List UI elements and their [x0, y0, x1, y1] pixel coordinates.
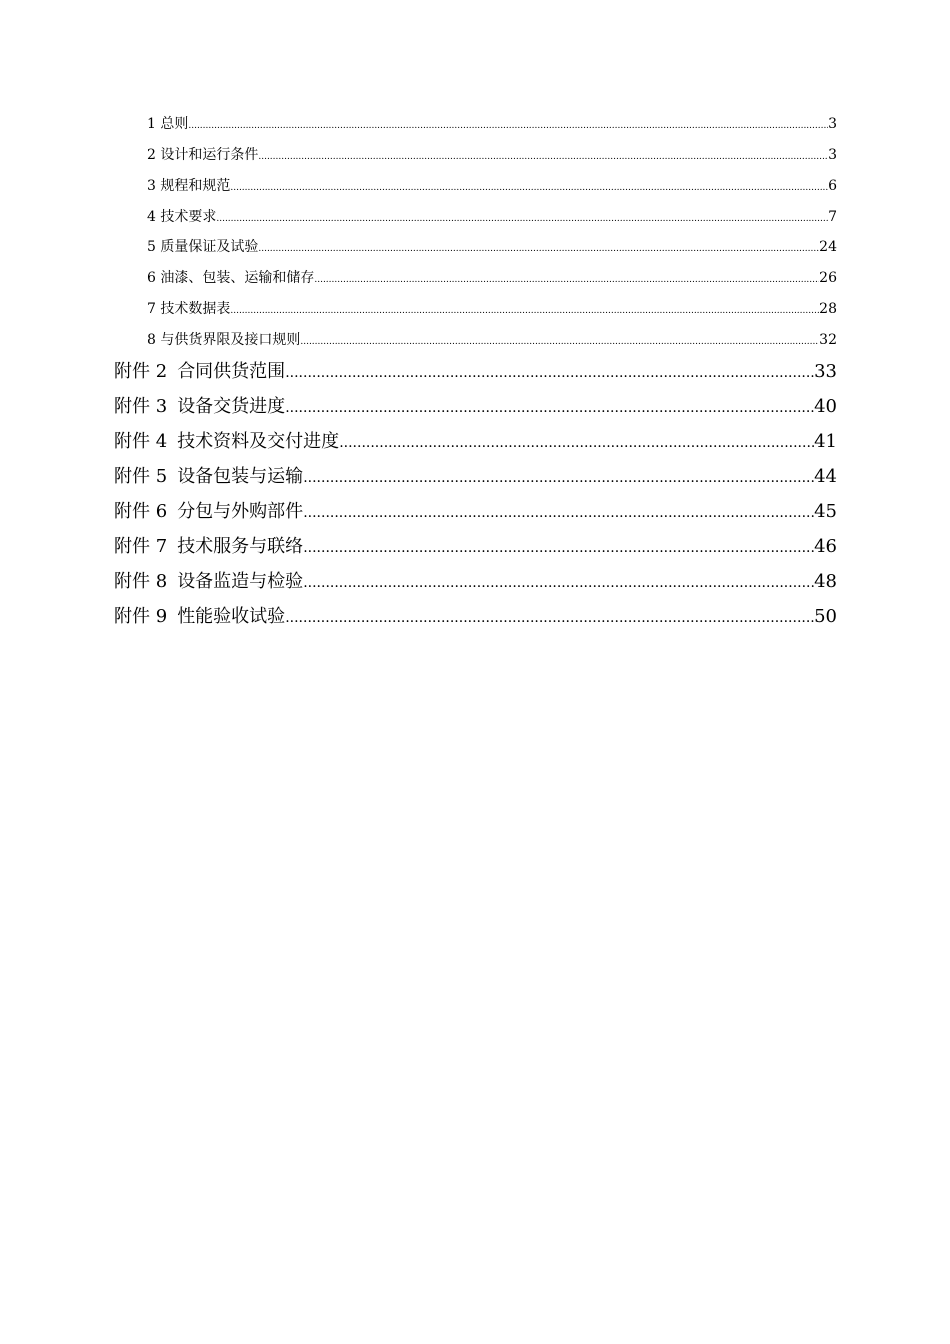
toc-appendix-number: 附件 4: [114, 431, 168, 452]
toc-page-number: 32: [819, 332, 837, 348]
toc-appendix-7[interactable]: [114, 534, 837, 560]
toc-page-number: 44: [814, 466, 837, 487]
toc-entry-label: 7 技术数据表: [147, 301, 231, 317]
toc-appendix-number: 附件 5: [114, 466, 168, 487]
toc-page-number: 3: [828, 116, 837, 132]
toc-dot-leader: [285, 605, 814, 630]
toc-dot-leader: [216, 209, 828, 227]
toc-appendix-number: 附件 2: [114, 361, 168, 382]
toc-entry-label: 6 油漆、包装、运输和储存: [147, 270, 315, 286]
toc-appendix-6[interactable]: [114, 499, 837, 525]
toc-entry-label: 8 与供货界限及接口规则: [147, 332, 301, 348]
toc-page-number: 26: [819, 270, 837, 286]
toc-entry-2[interactable]: [147, 145, 837, 165]
toc-page-number: 41: [814, 431, 837, 452]
toc-appendix-3[interactable]: [114, 394, 837, 420]
toc-page-number: 46: [814, 536, 837, 557]
toc-page-number: 50: [814, 606, 837, 627]
toc-page-number: 24: [819, 239, 837, 255]
toc-appendix-title: 设备包装与运输: [177, 466, 304, 487]
toc-appendix-2[interactable]: [114, 359, 837, 385]
toc-entry-4[interactable]: [147, 207, 837, 227]
toc-dot-leader: [303, 500, 814, 525]
toc-dot-leader: [285, 360, 814, 385]
toc-page-number: 6: [828, 178, 837, 194]
toc-dot-leader: [230, 301, 819, 319]
toc-dot-leader: [339, 430, 814, 455]
toc-page-number: 7: [828, 209, 837, 225]
toc-dot-leader: [314, 270, 819, 288]
toc-entry-label: 1 总则: [147, 116, 189, 132]
toc-page-number: 48: [814, 571, 837, 592]
toc-appendix-5[interactable]: [114, 464, 837, 490]
toc-entry-label: 2 设计和运行条件: [147, 147, 259, 163]
toc-dot-leader: [258, 239, 819, 257]
toc-dot-leader: [230, 178, 828, 196]
toc-appendix-number: 附件 3: [114, 396, 168, 417]
toc-appendix-title: 分包与外购部件: [177, 501, 304, 522]
toc-dot-leader: [303, 535, 814, 560]
toc-entry-1[interactable]: [147, 114, 837, 134]
toc-entry-5[interactable]: [147, 237, 837, 257]
toc-entry-label: 5 质量保证及试验: [147, 239, 259, 255]
toc-page-number: 33: [814, 361, 837, 382]
toc-dot-leader: [303, 570, 814, 595]
toc-dot-leader: [303, 465, 814, 490]
toc-dot-leader: [300, 332, 819, 350]
toc-appendix-number: 附件 9: [114, 606, 168, 627]
toc-entry-8[interactable]: [147, 330, 837, 350]
toc-dot-leader: [285, 395, 814, 420]
toc-appendix-title: 设备交货进度: [177, 396, 286, 417]
toc-appendix-title: 设备监造与检验: [177, 571, 304, 592]
toc-entry-label: 4 技术要求: [147, 209, 217, 225]
toc-entry-7[interactable]: [147, 299, 837, 319]
toc-appendix-title: 技术服务与联络: [177, 536, 304, 557]
toc-page-number: 28: [819, 301, 837, 317]
toc-appendix-number: 附件 6: [114, 501, 168, 522]
toc-entry-6[interactable]: [147, 268, 837, 288]
toc-appendix-8[interactable]: [114, 569, 837, 595]
toc-page-number: 40: [814, 396, 837, 417]
toc-appendix-9[interactable]: [114, 604, 837, 630]
toc-dot-leader: [188, 116, 828, 134]
toc-appendix-4[interactable]: [114, 429, 837, 455]
toc-appendix-title: 合同供货范围: [177, 361, 286, 382]
toc-entry-3[interactable]: [147, 176, 837, 196]
toc-appendix-number: 附件 7: [114, 536, 168, 557]
toc-appendix-number: 附件 8: [114, 571, 168, 592]
toc-page-number: 3: [828, 147, 837, 163]
toc-appendix-title: 技术资料及交付进度: [177, 431, 340, 452]
toc-dot-leader: [258, 147, 828, 165]
toc-appendix-title: 性能验收试验: [177, 606, 286, 627]
toc-page-number: 45: [814, 501, 837, 522]
toc-entry-label: 3 规程和规范: [147, 178, 231, 194]
